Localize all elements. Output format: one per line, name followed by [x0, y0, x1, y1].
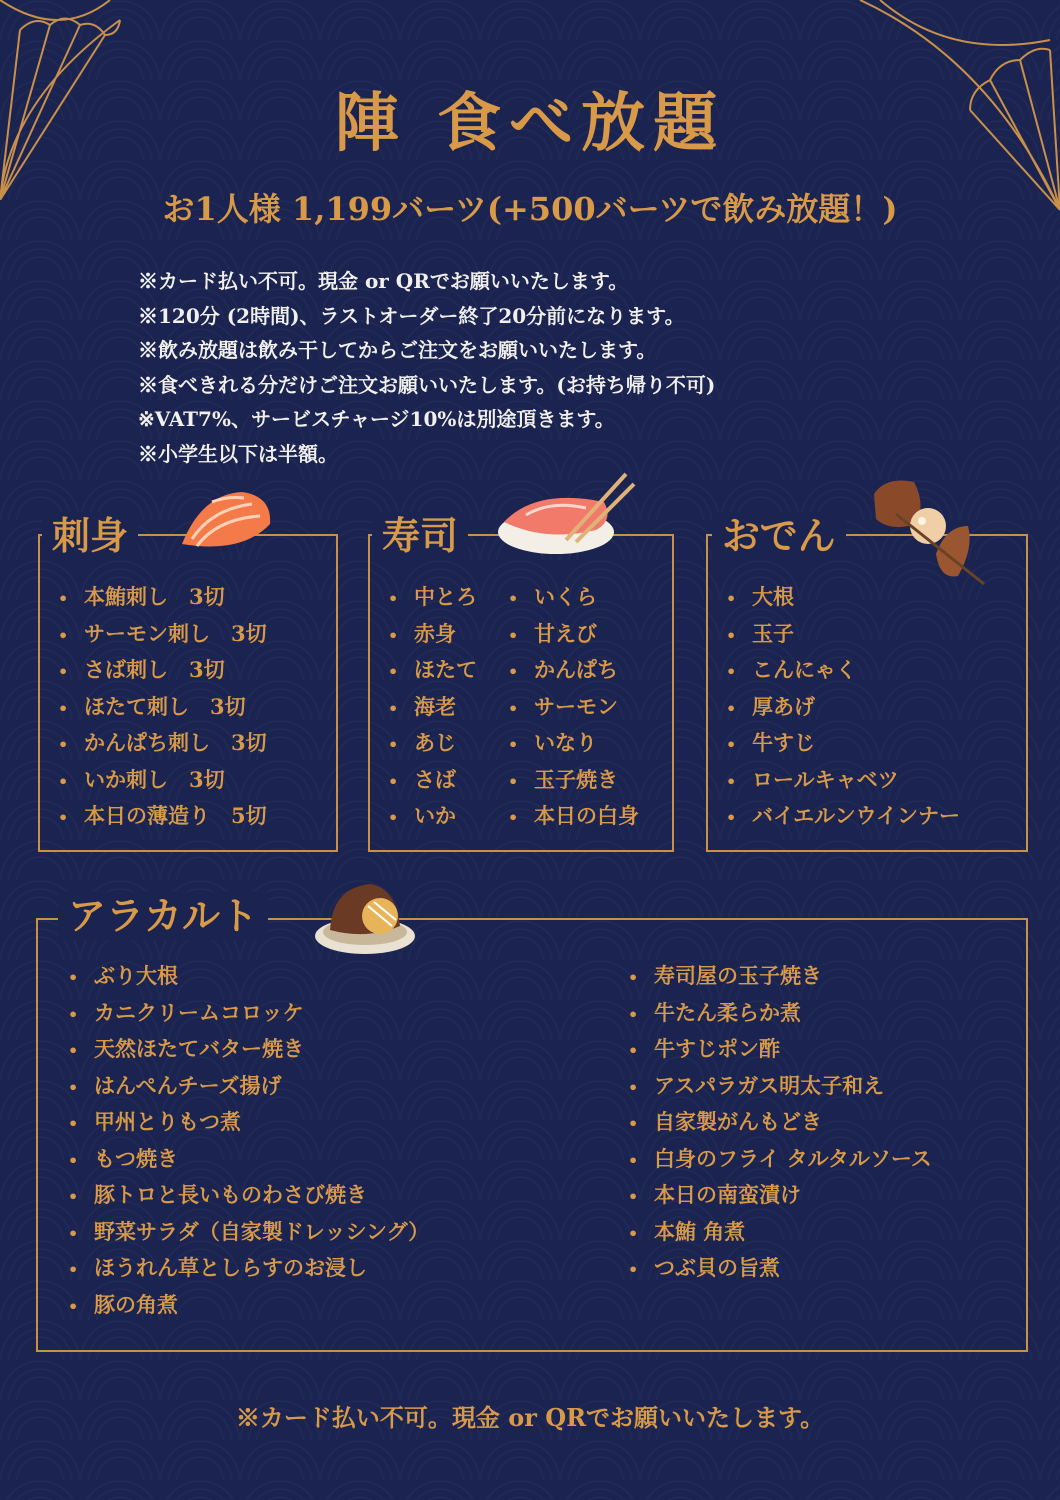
list-item: • こんにゃく — [726, 652, 960, 689]
list-item: • 本鮪 角煮 — [628, 1214, 932, 1251]
note-item: ※食べきれる分だけご注文お願いいたします。(お持ち帰り不可) — [138, 372, 716, 397]
list-item: • ロールキャベツ — [726, 762, 960, 799]
list-item: • 玉子焼き — [508, 762, 639, 799]
list-item: • 牛すじ — [726, 725, 960, 762]
list-item: • サーモン — [508, 689, 639, 726]
note-item: ※VAT7%、サービスチャージ10%は別途頂きます。 — [138, 407, 615, 431]
notes-list — [138, 264, 715, 471]
list-item: • つぶ貝の旨煮 — [628, 1250, 932, 1287]
list-item: • バイエルンウインナー — [726, 798, 960, 835]
list-item: • 寿司屋の玉子焼き — [628, 958, 932, 995]
sushi-icon — [496, 470, 636, 560]
list-item: • 甘えび — [508, 616, 639, 653]
sashimi-title: 刺身 — [42, 512, 138, 560]
list-item: • 大根 — [726, 579, 960, 616]
list-item: • さば — [388, 762, 477, 799]
list-item: • いか — [388, 798, 477, 835]
list-item: • 本鮪刺し 3切 — [58, 579, 267, 616]
footer-note: ※カード払い不可。現金 or QRでお願いいたします。 — [235, 1403, 825, 1432]
list-item: • 海老 — [388, 689, 477, 726]
list-item: • 玉子 — [726, 616, 960, 653]
list-item: • 天然ほたてバター焼き — [68, 1031, 429, 1068]
dish-icon — [312, 870, 418, 958]
alacarte-list-col1 — [68, 958, 429, 1323]
list-item: • 牛たん柔らか煮 — [628, 995, 932, 1032]
price-subtitle: お1人様 1,199バーツ(+500バーツで飲み放題！) — [162, 190, 898, 228]
list-item: • 牛すじポン酢 — [628, 1031, 932, 1068]
note-item: ※飲み放題は飲み干してからご注文をお願いいたします。 — [138, 338, 657, 362]
list-item: • かんぱち — [508, 652, 639, 689]
list-item: • 自家製がんもどき — [628, 1104, 932, 1141]
sushi-list-col2 — [508, 579, 639, 835]
note-item: ※120分 (2時間)、ラストオーダー終了20分前になります。 — [138, 303, 685, 328]
list-item: • 本日の白身 — [508, 798, 639, 835]
list-item: • いか刺し 3切 — [58, 762, 267, 799]
alacarte-title: アラカルト — [58, 892, 268, 940]
list-item: • 野菜サラダ（自家製ドレッシング） — [68, 1214, 429, 1251]
oden-icon — [866, 474, 986, 586]
list-item: • 本日の南蛮漬け — [628, 1177, 932, 1214]
list-item: • ほたて — [388, 652, 477, 689]
list-item: • アスパラガス明太子和え — [628, 1068, 932, 1105]
oden-list — [726, 579, 960, 835]
alacarte-list-col2 — [628, 958, 932, 1287]
sushi-title: 寿司 — [372, 512, 468, 560]
list-item: • 豚の角煮 — [68, 1287, 429, 1324]
note-item: ※小学生以下は半額。 — [138, 441, 338, 466]
list-item: • ぶり大根 — [68, 958, 429, 995]
salmon-icon — [172, 484, 280, 564]
list-item: • 厚あげ — [726, 689, 960, 726]
list-item: • 赤身 — [388, 616, 477, 653]
list-item: • ほたて刺し 3切 — [58, 689, 267, 726]
list-item: • サーモン刺し 3切 — [58, 616, 267, 653]
list-item: • 中とろ — [388, 579, 477, 616]
list-item: • いなり — [508, 725, 639, 762]
list-item: • いくら — [508, 579, 639, 616]
list-item: • はんぺんチーズ揚げ — [68, 1068, 429, 1105]
sashimi-list — [58, 579, 267, 835]
page-title: 陣 食べ放題 — [334, 86, 726, 161]
sushi-list-col1 — [388, 579, 477, 835]
list-item: • もつ焼き — [68, 1141, 429, 1178]
list-item: • さば刺し 3切 — [58, 652, 267, 689]
oden-title: おでん — [712, 512, 846, 560]
list-item: • かんぱち刺し 3切 — [58, 725, 267, 762]
list-item: • 本日の薄造り 5切 — [58, 798, 267, 835]
list-item: • あじ — [388, 725, 477, 762]
list-item: • 白身のフライ タルタルソース — [628, 1141, 932, 1178]
note-item: ※カード払い不可。現金 or QRでお願いいたします。 — [138, 269, 629, 293]
list-item: • 豚トロと長いものわさび焼き — [68, 1177, 429, 1214]
list-item: • ほうれん草としらすのお浸し — [68, 1250, 429, 1287]
list-item: • カニクリームコロッケ — [68, 995, 429, 1032]
list-item: • 甲州とりもつ煮 — [68, 1104, 429, 1141]
